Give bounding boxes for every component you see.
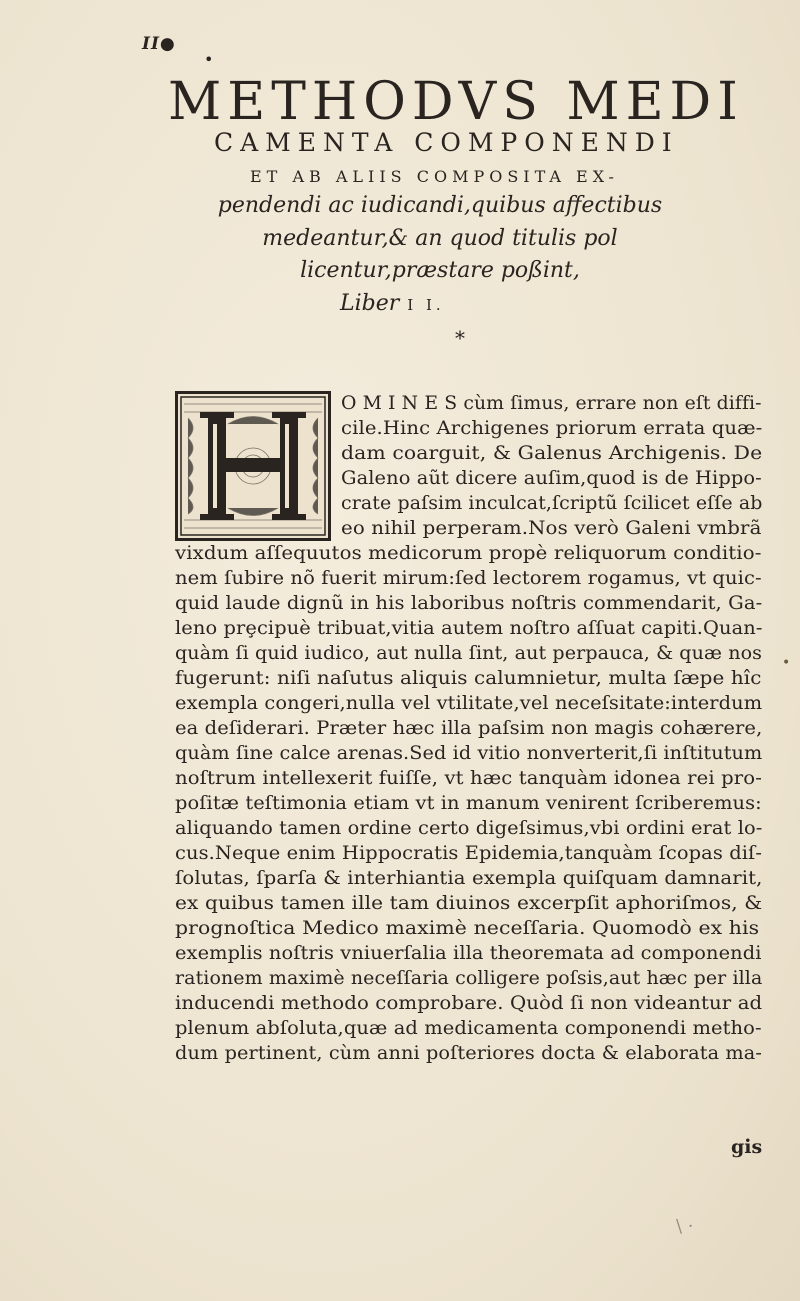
liber-number: I I. [407, 296, 445, 314]
body-line: dum pertinent, cùm anni poſteriores docta & elaborata ma- [175, 1043, 762, 1064]
body-line: O M I N E S cùm ſimus, errare non eſt diffi- [341, 393, 762, 414]
body-line: dam coarguit, & Galenus Archigenis. De [341, 443, 763, 464]
body-line: ea deſiderari. Præter hæc illa paſsim non magis cohærere, [175, 718, 763, 739]
title-line-1: METHODVS MEDI [168, 72, 744, 132]
body-line: exemplis noſtris vniuerſalia illa theoremata ad componendi [175, 943, 762, 964]
body-line: quid laude dignũ in his laboribus noſtris commendarit, Ga- [175, 593, 763, 614]
printer-mark: • [204, 50, 214, 69]
body-line: cile.Hinc Archigenes priorum errata quæ- [341, 418, 763, 439]
margin-mark: • [782, 655, 791, 671]
body-line: noſtrum intellexerit fuiſſe, vt hæc tanquàm idonea rei pro- [175, 768, 762, 789]
catchword: gis [731, 1136, 763, 1158]
body-line: aliquando tamen ordine certo digeſsimus,vbi ordini erat lo- [175, 818, 763, 839]
liber-word: Liber [340, 291, 400, 316]
body-line: eo nihil perperam.Nos verò Galeni vmbrã [341, 518, 762, 539]
body-line: plenum abſoluta,quæ ad medicamenta componendi metho- [175, 1018, 762, 1039]
subtitle-line-2: medeantur,& an quod titulis pol [262, 226, 618, 251]
body-line: ex quibus tamen ille tam diuinos excerpſit aphoriſmos, & [175, 893, 763, 914]
body-line: rationem maximè neceſſaria colligere poſsis,aut hæc per illa [175, 968, 763, 989]
body-line: cus.Neque enim Hippocratis Epidemia,tanquàm ſcopas diſ- [175, 843, 763, 864]
folio-number: II● [142, 34, 176, 54]
body-line: ſolutas, ſparſa & interhiantia exempla quiſquam damnarit, [175, 868, 763, 889]
decorated-initial-h-icon [175, 391, 331, 541]
body-line: leno prȩcipuè tribuat,vitia autem noſtro aſſuat capiti.Quan- [175, 618, 763, 639]
book-label [340, 291, 445, 316]
body-line: quàm ſine calce arenas.Sed id vitio nonverterit,ſi inſtitutum [175, 743, 763, 764]
woodcut-initial-icon [178, 394, 328, 538]
body-line: fugerunt: niſi naſutus aliquis calumnietur, multa ſæpe hîc [175, 668, 762, 689]
title-line-3: ET AB ALIIS COMPOSITA EX- [250, 167, 619, 186]
subtitle-line-3: licentur,præstare poßint, [300, 258, 580, 283]
body-line: crate paſsim inculcat,ſcriptũ ſcilicet eſſe ab [341, 493, 763, 514]
body-line: inducendi methodo comprobare. Quòd ſi non videantur ad [175, 993, 763, 1014]
body-line: poſitæ teſtimonia etiam vt in manum venirent ſcriberemus: [175, 793, 762, 814]
body-line: vixdum aſſequutos medicorum propè reliquorum conditio- [175, 543, 762, 564]
pencil-mark: \ · [676, 1216, 694, 1237]
body-line: Galeno aũt dicere auſim,quod is de Hippo- [341, 468, 762, 489]
title-line-2: CAMENTA COMPONENDI [214, 128, 679, 157]
asterism-ornament: * [455, 326, 465, 350]
body-line: prognoſtica Medico maximè neceſſaria. Quomodò ex his [175, 918, 760, 939]
body-line: quàm ſi quid iudico, aut nulla ſint, aut perpauca, & quæ nos [175, 643, 763, 664]
subtitle-line-1: pendendi ac iudicandi,quibus affectibus [217, 193, 663, 218]
body-line: nem ſubire nõ fuerit mirum:ſed lectorem rogamus, vt quic- [175, 568, 762, 589]
body-line: exempla congeri,nulla vel vtilitate,vel neceſsitate:interdum [175, 693, 763, 714]
